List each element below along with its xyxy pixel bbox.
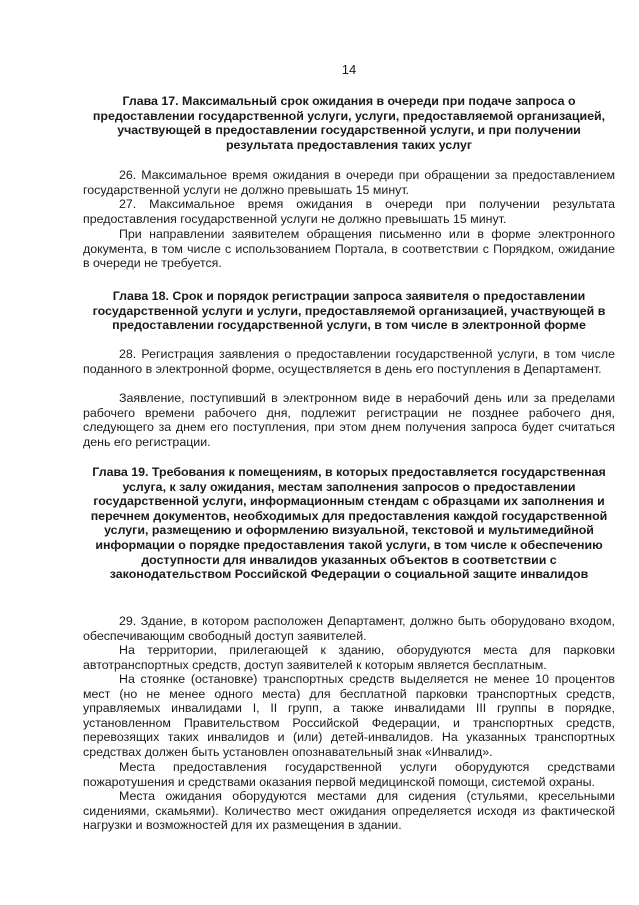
paragraph-29-parking: На территории, прилегающей к зданию, оборудуются места для парковки автотранспортных средств, доступ заявителей к которым является бесплатным. <box>83 643 615 672</box>
paragraph-27: 27. Максимальное время ожидания в очереди при получении результата предоставления государственной услуги не должно превышать 15 минут. <box>83 197 615 226</box>
paragraph-29-waiting-areas: Места ожидания оборудуются местами для сидения (стульями, кресельными сидениями, скамьями). Количество мест ожидания определяется исходя из фактической нагрузки и возможностей для их размещения в здании. <box>83 789 615 833</box>
paragraph-26: 26. Максимальное время ожидания в очереди при обращении за предоставлением государственной услуги не должно превышать 15 минут. <box>83 168 615 197</box>
chapter-18-title: Глава 18. Срок и порядок регистрации запроса заявителя о предоставлении государственной услуги и услуги, предоставляемой организацией, участвующей в предоставлении государственной услуги, в том числе в электронной форме <box>92 289 606 333</box>
paragraph-29-fire-safety: Места предоставления государственной услуги оборудуются средствами пожаротушения и средствами оказания первой медицинской помощи, системой охраны. <box>83 760 615 789</box>
chapter-19-title: Глава 19. Требования к помещениям, в которых предоставляется государственная услуга, к залу ожидания, местам заполнения запросов о предоставлении государственной услуги, информационным стендам с образцами их заполнения и перечнем документов, необходимых для предоставления каждой государственной услуги, размещению и оформлению визуальной, текстовой и мультимедийной информации о порядке предоставления такой услуги, в том числе к обеспечению доступности для инвалидов указанных объектов в соответствии с законодательством Российской Федерации о социальной защите инвалидов <box>90 465 608 582</box>
paragraph-29-disabled-parking: На стоянке (остановке) транспортных средств выделяется не менее 10 процентов мест (но не менее одного места) для бесплатной парковки транспортных средств, управляемых инвалидами I, II групп, а также инвалидами III группы в порядке, установленном Правительством Российской Федерации, и транспортных средств, перевозящих таких инвалидов и (или) детей-инвалидов. На указанных транспортных средствах должен быть установлен опознавательный знак «Инвалид». <box>83 672 615 759</box>
paragraph-29: 29. Здание, в котором расположен Департамент, должно быть оборудовано входом, обеспечивающим свободный доступ заявителей. <box>83 614 615 643</box>
paragraph-27-continuation: При направлении заявителем обращения письменно или в форме электронного документа, в том числе с использованием Портала, в соответствии с Порядком, ожидание в очереди не требуется. <box>83 227 615 271</box>
chapter-17-title: Глава 17. Максимальный срок ожидания в очереди при подаче запроса о предоставлении государственной услуги, услуги, предоставляемой организацией, участвующей в предоставлении государственной услуги, и при получении результата предоставления таких услуг <box>92 94 606 152</box>
paragraph-28: 28. Регистрация заявления о предоставлении государственной услуги, в том числе поданного в электронной форме, осуществляется в день его поступления в Департамент. <box>83 347 615 376</box>
page-number: 14 <box>341 62 357 77</box>
paragraph-28-continuation: Заявление, поступивший в электронном виде в нерабочий день или за пределами рабочего времени рабочего дня, подлежит регистрации не позднее рабочего дня, следующего за днем его поступления, при этом днем получения запроса будет считаться день его регистрации. <box>83 391 615 449</box>
